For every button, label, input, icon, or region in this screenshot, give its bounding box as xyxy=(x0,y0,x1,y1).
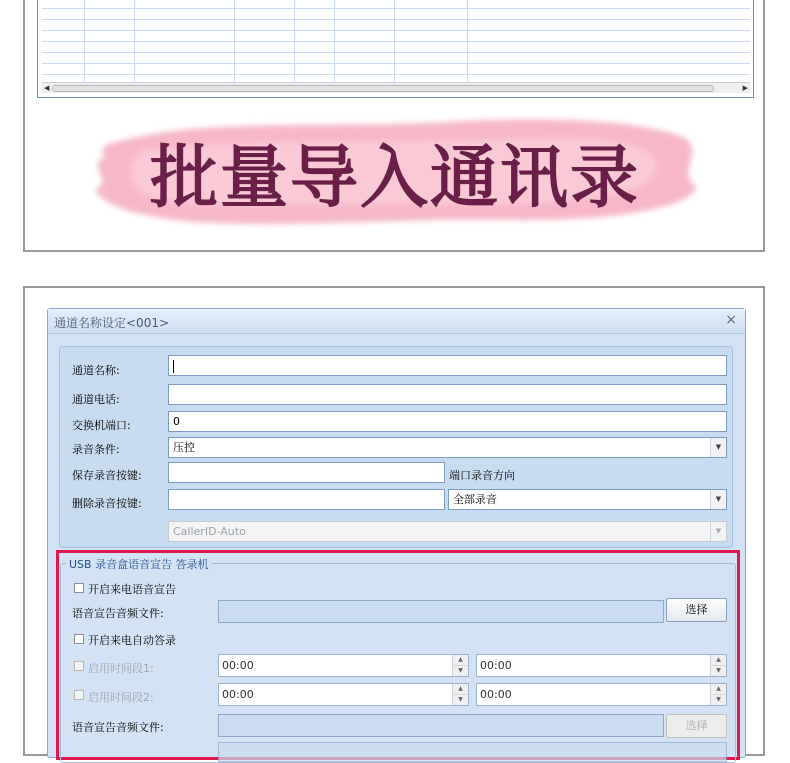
chevron-down-icon[interactable]: ▼ xyxy=(710,490,726,509)
callerid-select xyxy=(168,521,727,542)
period1-start-time[interactable] xyxy=(218,654,469,677)
select-file-button[interactable]: 选择 xyxy=(666,598,727,622)
channel-phone-input[interactable] xyxy=(168,384,727,405)
announce-file2-label: 语音宣告音频文件: xyxy=(72,721,164,734)
save-record-key-label: 保存录音按键: xyxy=(72,469,142,482)
spin-down-icon[interactable]: ▼ xyxy=(710,695,726,705)
channel-name-label: 通道名称: xyxy=(72,364,120,377)
select-file2-button: 选择 xyxy=(666,714,727,738)
bottom-panel xyxy=(23,286,765,756)
period1-label: 启用时间段1: xyxy=(88,662,154,675)
announce-file2-input xyxy=(218,714,664,737)
scroll-right-icon[interactable]: ▶ xyxy=(742,84,748,92)
port-record-direction-label: 端口录音方向 xyxy=(449,469,515,482)
chevron-down-icon[interactable]: ▼ xyxy=(710,438,726,457)
close-icon[interactable]: × xyxy=(725,312,737,328)
announce-file-label: 语音宣告音频文件: xyxy=(72,607,164,620)
record-condition-select[interactable] xyxy=(168,437,727,458)
period1-start-value: 00:00 xyxy=(222,659,254,672)
chevron-down-icon: ▼ xyxy=(710,522,726,541)
horizontal-scrollbar[interactable] xyxy=(42,82,750,93)
period1-end-time[interactable] xyxy=(476,654,727,677)
pbx-port-input[interactable]: 0 xyxy=(168,411,727,432)
usb-group-legend: USB 录音盒语音宣告 答录机 xyxy=(66,556,212,572)
record-condition-value: 压控 xyxy=(173,441,195,454)
grid-lines xyxy=(42,0,750,82)
period2-start-time[interactable] xyxy=(218,683,469,706)
enable-announce-label: 开启来电语音宣告 xyxy=(88,583,176,596)
spin-up-icon[interactable]: ▲ xyxy=(710,655,726,666)
callerid-value: CallerID-Auto xyxy=(173,525,246,538)
dialog-title-bar[interactable] xyxy=(48,309,745,334)
period2-label: 启用时间段2: xyxy=(88,691,154,704)
record-direction-value: 全部录音 xyxy=(453,493,497,506)
dialog-title: 通道名称设定<001> xyxy=(54,316,170,330)
enable-announce-checkbox[interactable] xyxy=(74,583,84,593)
record-condition-label: 录音条件: xyxy=(72,443,120,456)
channel-name-input[interactable] xyxy=(168,355,727,376)
record-direction-select[interactable] xyxy=(448,489,727,510)
period2-end-value: 00:00 xyxy=(480,688,512,701)
spin-down-icon[interactable]: ▼ xyxy=(710,666,726,676)
period1-checkbox xyxy=(74,661,84,671)
scroll-left-icon[interactable]: ◀ xyxy=(44,84,50,92)
announce-file-input[interactable] xyxy=(218,600,664,623)
delete-record-key-input[interactable] xyxy=(168,489,445,510)
partial-field xyxy=(218,742,727,762)
pbx-port-label: 交换机端口: xyxy=(72,419,131,432)
period1-end-value: 00:00 xyxy=(480,659,512,672)
enable-auto-answer-label: 开启来电自动答录 xyxy=(88,634,176,647)
spin-down-icon[interactable]: ▼ xyxy=(452,695,468,705)
spin-up-icon[interactable]: ▲ xyxy=(452,655,468,666)
period2-checkbox xyxy=(74,690,84,700)
channel-phone-label: 通道电话: xyxy=(72,393,120,406)
period2-end-time[interactable] xyxy=(476,683,727,706)
text-caret xyxy=(173,360,174,373)
spin-up-icon[interactable]: ▲ xyxy=(710,684,726,695)
spin-down-icon[interactable]: ▼ xyxy=(452,666,468,676)
banner xyxy=(85,110,705,235)
enable-auto-answer-checkbox[interactable] xyxy=(74,634,84,644)
spin-up-icon[interactable]: ▲ xyxy=(452,684,468,695)
spreadsheet-grid xyxy=(37,0,754,98)
scrollbar-thumb[interactable] xyxy=(52,85,714,92)
period2-start-value: 00:00 xyxy=(222,688,254,701)
channel-name-dialog xyxy=(47,308,746,758)
banner-title: 批量导入通讯录 xyxy=(149,139,640,218)
delete-record-key-label: 删除录音按键: xyxy=(72,497,142,510)
save-record-key-input[interactable] xyxy=(168,462,445,483)
top-panel xyxy=(23,0,765,252)
